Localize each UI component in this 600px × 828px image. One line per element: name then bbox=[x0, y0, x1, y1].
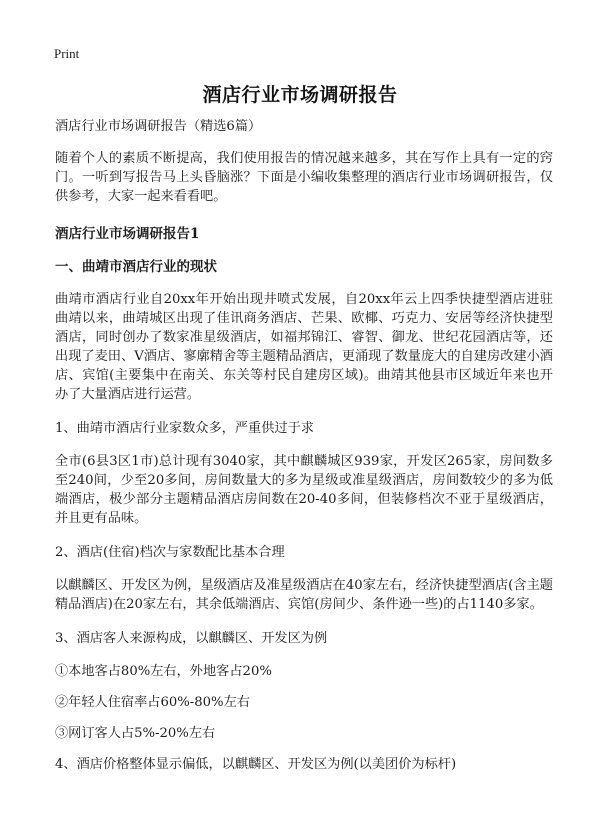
document-title: 酒店行业市场调研报告 bbox=[202, 84, 398, 106]
paragraph-grade: 以麒麟区、开发区为例，星级酒店及准星级酒店在40家左右，经济快捷型酒店(含主题精品酒店)在20家左右，其余低端酒店、宾馆(房间少、条件逊一些)的占1140多家。 bbox=[55, 578, 553, 612]
document-body bbox=[55, 117, 553, 788]
document-subtitle: 酒店行业市场调研报告（精选6篇） bbox=[55, 119, 262, 134]
print-link[interactable]: Print bbox=[54, 46, 80, 61]
section-heading: 一、曲靖市酒店行业的现状 bbox=[55, 259, 217, 275]
report-heading: 酒店行业市场调研报告1 bbox=[55, 226, 200, 242]
paragraph-status: 曲靖市酒店行业自20xx年开始出现井喷式发展，自20xx年云上四季快捷型酒店进驻曲靖以来，曲靖城区出现了佳讯商务酒店、芒果、欧椰、巧克力、安居等经济快捷型酒店，同时创办了数家准星级酒店，如福邦锦江、睿智、御龙、世纪花园酒店等，还出现了麦田、V酒店、寥廓精舍等主题精品酒店，更涌现了数量庞大的自建房改建小酒店、宾馆(主要集中在南关、东关等村民自建房区域)。曲靖其他县市区域近年来也开办了大量酒店进行运营。 bbox=[55, 292, 553, 402]
list-item: ③网订客人占5%-20%左右 bbox=[55, 726, 216, 741]
intro-paragraph: 随着个人的素质不断提高，我们使用报告的情况越来越多，其在写作上具有一定的窍门。一听到写报告马上头昏脑涨？下面是小编收集整理的酒店行业市场调研报告，仅供参考，大家一起来看看吧。 bbox=[55, 151, 553, 204]
list-item: ①本地客占80%左右，外地客占20% bbox=[55, 664, 272, 679]
paragraph-count: 全市(6县3区1市)总计现有3040家，其中麒麟城区939家，开发区265家，房间数多至240间，少至20多间，房间数量大的多为星级或准星级酒店，房间数较少的多为低端酒店，极少部分主题精品酒店房间数在20-40多间，但装修档次不亚于星级酒店，并且更有品味。 bbox=[55, 454, 553, 526]
list-item: ②年轻人住宿率占60%-80%左右 bbox=[55, 695, 250, 710]
item-heading-2: 2、酒店(住宿)档次与家数配比基本合理 bbox=[55, 545, 285, 560]
item-heading-3: 3、酒店客人来源构成，以麒麟区、开发区为例 bbox=[55, 631, 328, 646]
item-heading-4: 4、酒店价格整体显示偏低，以麒麟区、开发区为例(以美团价为标杆) bbox=[55, 757, 457, 772]
item-heading-1: 1、曲靖市酒店行业家数众多，严重供过于求 bbox=[55, 421, 314, 436]
